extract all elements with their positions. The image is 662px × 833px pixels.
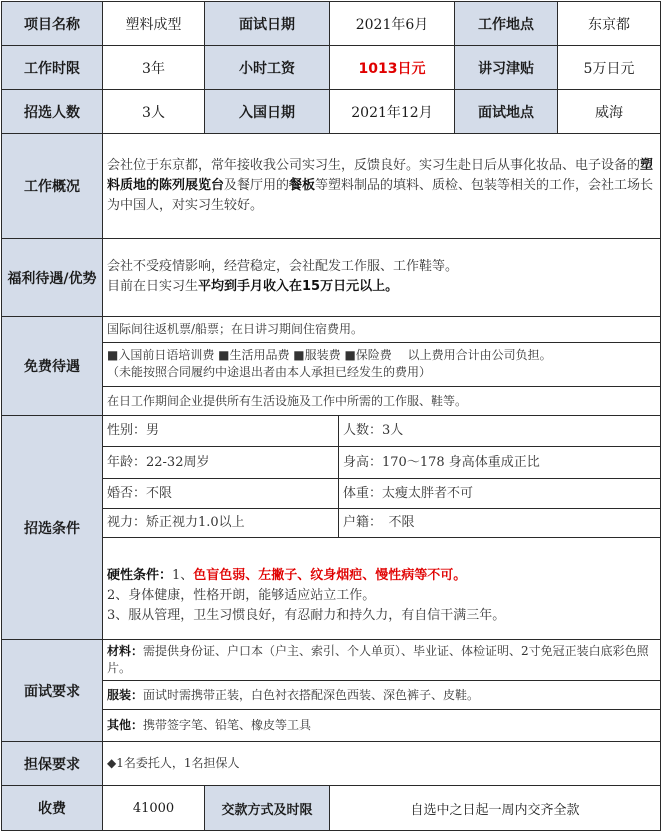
- guarantee-text: ◆1名委托人，1名担保人: [102, 741, 661, 786]
- label-work-location: 工作地点: [454, 1, 558, 46]
- materials-text: 需提供身份证、户口本（户主、索引、个人单页）、毕业证、体检证明、2寸免冠正装白底彩色照片。: [107, 644, 649, 675]
- interview-other: [102, 709, 661, 742]
- free-line-2: ■入国前日语培训费 ■生活用品费 ■服装费 ■保险费 以上费用合计由公司负担。: [107, 348, 552, 362]
- overview-part-4-bold: 餐板: [289, 178, 316, 193]
- cond-height: 身高：170～178 身高体重成正比: [338, 446, 661, 479]
- welfare-line-2a: 目前在日实习生: [107, 279, 199, 294]
- label-lecture-allowance: 讲习津贴: [454, 45, 558, 90]
- cond-hard-requirements: [102, 537, 661, 640]
- interview-materials: [102, 639, 661, 681]
- free-line-1: 国际间往返机票/船票；在日讲习期间住宿费用。: [102, 316, 661, 343]
- recruit-count-value: 3人: [102, 89, 205, 134]
- cond-hukou: 户籍： 不限: [338, 508, 661, 538]
- dress-text: 面试时需携带正装，白色衬衣搭配深色西装、深色裤子、皮鞋。: [143, 687, 480, 702]
- cond-marital: 婚否：不限: [102, 478, 339, 509]
- label-project-name: 项目名称: [1, 1, 103, 46]
- cond-hard-line: [107, 566, 656, 586]
- cond-vision: 视力：矫正视力1.0以上: [102, 508, 339, 538]
- label-work-period: 工作时限: [1, 45, 103, 90]
- cond-age: 年龄：22-32周岁: [102, 446, 339, 479]
- work-overview-paragraph: [107, 156, 656, 216]
- interview-dress: [102, 680, 661, 710]
- label-conditions: 招选条件: [1, 415, 103, 640]
- free-line-3: （未能按照合同履约中途退出者由本人承担已经发生的费用）: [107, 365, 432, 379]
- label-entry-date: 入国日期: [204, 89, 330, 134]
- interview-date-value: 2021年6月: [329, 1, 455, 46]
- hourly-wage-value: [329, 45, 455, 90]
- hard-num: 1、: [172, 568, 194, 583]
- overview-part-2-bold: 塑料质地的陈列展览台: [107, 158, 654, 193]
- welfare-text: [102, 238, 661, 317]
- cond-gender: 性别：男: [102, 415, 339, 447]
- hard-label: 硬性条件：: [107, 568, 173, 583]
- work-period-value: 3年: [102, 45, 205, 90]
- work-overview-text: [102, 133, 661, 239]
- label-fee: 收费: [1, 785, 103, 831]
- fee-amount: 41000: [102, 785, 205, 831]
- entry-date-value: 2021年12月: [329, 89, 455, 134]
- label-interview-place: 面试地点: [454, 89, 558, 134]
- interview-place-value: 威海: [557, 89, 661, 134]
- label-payment-method: 交款方式及时限: [204, 785, 330, 831]
- welfare-line-2: [107, 277, 656, 297]
- dress-label: 服装：: [107, 687, 144, 702]
- label-interview-date: 面试日期: [204, 1, 330, 46]
- free-line-4: 在日工作期间企业提供所有生活设施及工作中所需的工作服、鞋等。: [102, 386, 661, 416]
- label-guarantee: 担保要求: [1, 741, 103, 786]
- cond-people: 人数：3人: [338, 415, 661, 447]
- other-label: 其他：: [107, 718, 144, 732]
- label-welfare: 福利待遇/优势: [1, 238, 103, 317]
- hard-items: 色盲色弱、左撇子、纹身烟疤、慢性病等不可。: [193, 568, 467, 583]
- free-line-2-3: [102, 342, 661, 387]
- cond-line-3: 3、服从管理，卫生习惯良好，有忍耐力和持久力，有自信干满三年。: [107, 608, 506, 623]
- hourly-wage-text: 1013日元: [358, 60, 426, 77]
- cond-line-2: 2、身体健康，性格开朗，能够适应站立工作。: [107, 588, 376, 603]
- label-hourly-wage: 小时工资: [204, 45, 330, 90]
- label-work-overview: 工作概况: [1, 133, 103, 239]
- overview-part-1: 会社位于东京都，常年接收我公司实习生，反馈良好。实习生赴日后从事化妆品、电子设备的: [107, 158, 641, 173]
- recruitment-sheet: [1, 1, 661, 831]
- other-text: 携带签字笔、铅笔、橡皮等工具: [143, 718, 312, 732]
- label-interview-requirements: 面试要求: [1, 639, 103, 742]
- payment-method-value: 自选中之日起一周内交齐全款: [329, 785, 661, 831]
- lecture-allowance-value: 5万日元: [557, 45, 661, 90]
- project-name-value: 塑料成型: [102, 1, 205, 46]
- cond-weight: 体重：太瘦太胖者不可: [338, 478, 661, 509]
- label-recruit-count: 招选人数: [1, 89, 103, 134]
- materials-label: 材料：: [107, 644, 144, 658]
- welfare-line-1: 会社不受疫情影响，经营稳定，会社配发工作服、工作鞋等。: [107, 259, 459, 274]
- welfare-line-2b-bold: 平均到手月收入在15万日元以上。: [198, 279, 399, 294]
- label-free-benefits: 免费待遇: [1, 316, 103, 416]
- overview-part-5: 等塑料制品的填料、质检、包装等相关的工作，会社工场长为中国人，对实习生较好。: [107, 178, 654, 213]
- overview-part-3: 及餐厅用的: [224, 178, 290, 193]
- work-location-value: 东京都: [557, 1, 661, 46]
